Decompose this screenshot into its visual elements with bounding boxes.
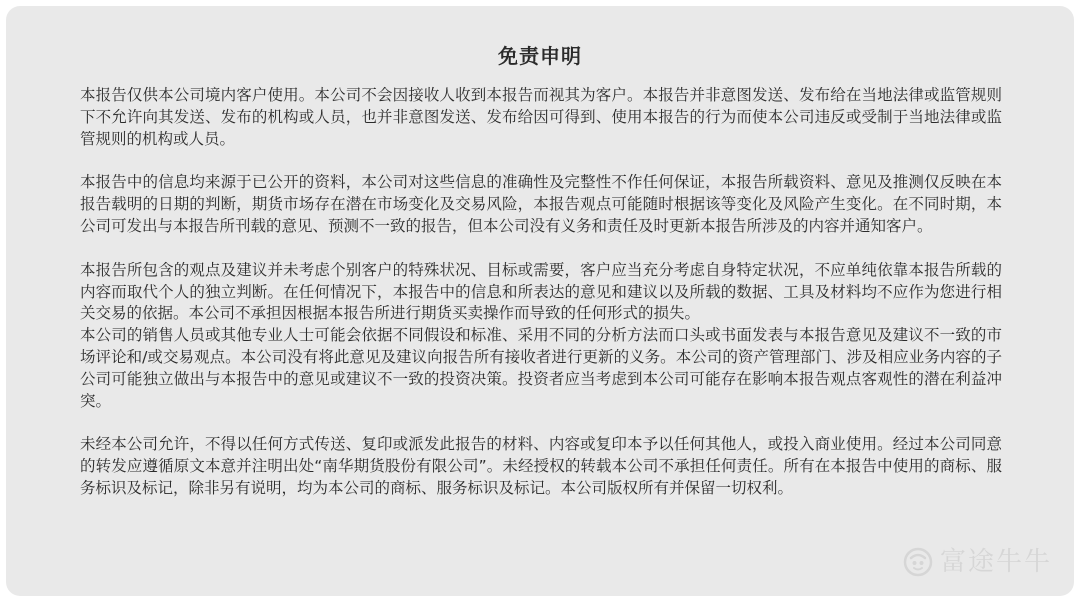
paragraph-gap bbox=[80, 412, 1002, 434]
page-title: 免责申明 bbox=[498, 44, 582, 68]
paragraph-gap bbox=[80, 238, 1002, 260]
paragraph-advice: 本报告所包含的观点及建议并未考虑个别客户的特殊状况、目标或需要，客户应当充分考虑自身特定状况，不应单纯依靠本报告所载的内容而取代个人的独立判断。在任何情况下，本报告中的信息和所表达的意见和建议以及所载的数据、工具及材料均不应作为您进行相关交易的依据。本公司不承担因根据本报告所进行期货买卖操作而导致的任何形式的损失。 bbox=[80, 260, 1002, 323]
paragraph-copyright: 未经本公司允许，不得以任何方式传送、复印或派发此报告的材料、内容或复印本予以任何其他人，或投入商业使用。经过本公司同意的转发应遵循原文本意并注明出处“南华期货股份有限公司”。未经授权的转载本公司不承担任何责任。所有在本报告中使用的商标、服务标识及标记，除非另有说明，均为本公司的商标、服务标识及标记。本公司版权所有并保留一切权利。 bbox=[80, 435, 1002, 497]
disclaimer-body bbox=[80, 85, 1002, 500]
paragraph-gap bbox=[80, 150, 1002, 172]
disclaimer-card bbox=[6, 6, 1074, 596]
futu-bull-logo-icon bbox=[902, 546, 934, 578]
paragraph-conflict: 本公司的销售人员或其他专业人士可能会依据不同假设和标准、采用不同的分析方法而口头或书面发表与本报告意见及建议不一致的市场评论和/或交易观点。本公司没有将此意见及建议向报告所有接收者进行更新的义务。本公司的资产管理部门、涉及相应业务内容的子公司可能独立做出与本报告中的意见或建议不一致的投资决策。投资者应当考虑到本公司可能存在影响本报告观点客观性的潜在利益冲突。 bbox=[80, 326, 1002, 410]
paragraph-distribution: 本报告仅供本公司境内客户使用。本公司不会因接收人收到本报告而视其为客户。本报告并非意图发送、发布给在当地法律或监管规则下不允许向其发送、发布的机构或人员，也并非意图发送、发布给因可得到、使用本报告的行为而使本公司违反或受制于当地法律或监管规则的机构或人员。 bbox=[80, 86, 1002, 148]
paragraph-information-source: 本报告中的信息均来源于已公开的资料，本公司对这些信息的准确性及完整性不作任何保证，本报告所载资料、意见及推测仅反映在本报告载明的日期的判断，期货市场存在潜在市场变化及交易风险，本报告观点可能随时根据该等变化及风险产生变化。在不同时期，本公司可发出与本报告所刊载的意见、预测不一致的报告，但本公司没有义务和责任及时更新本报告所涉及的内容并通知客户。 bbox=[80, 173, 1002, 235]
watermark-text: 富途牛牛 bbox=[939, 547, 1052, 577]
watermark bbox=[902, 546, 1052, 578]
